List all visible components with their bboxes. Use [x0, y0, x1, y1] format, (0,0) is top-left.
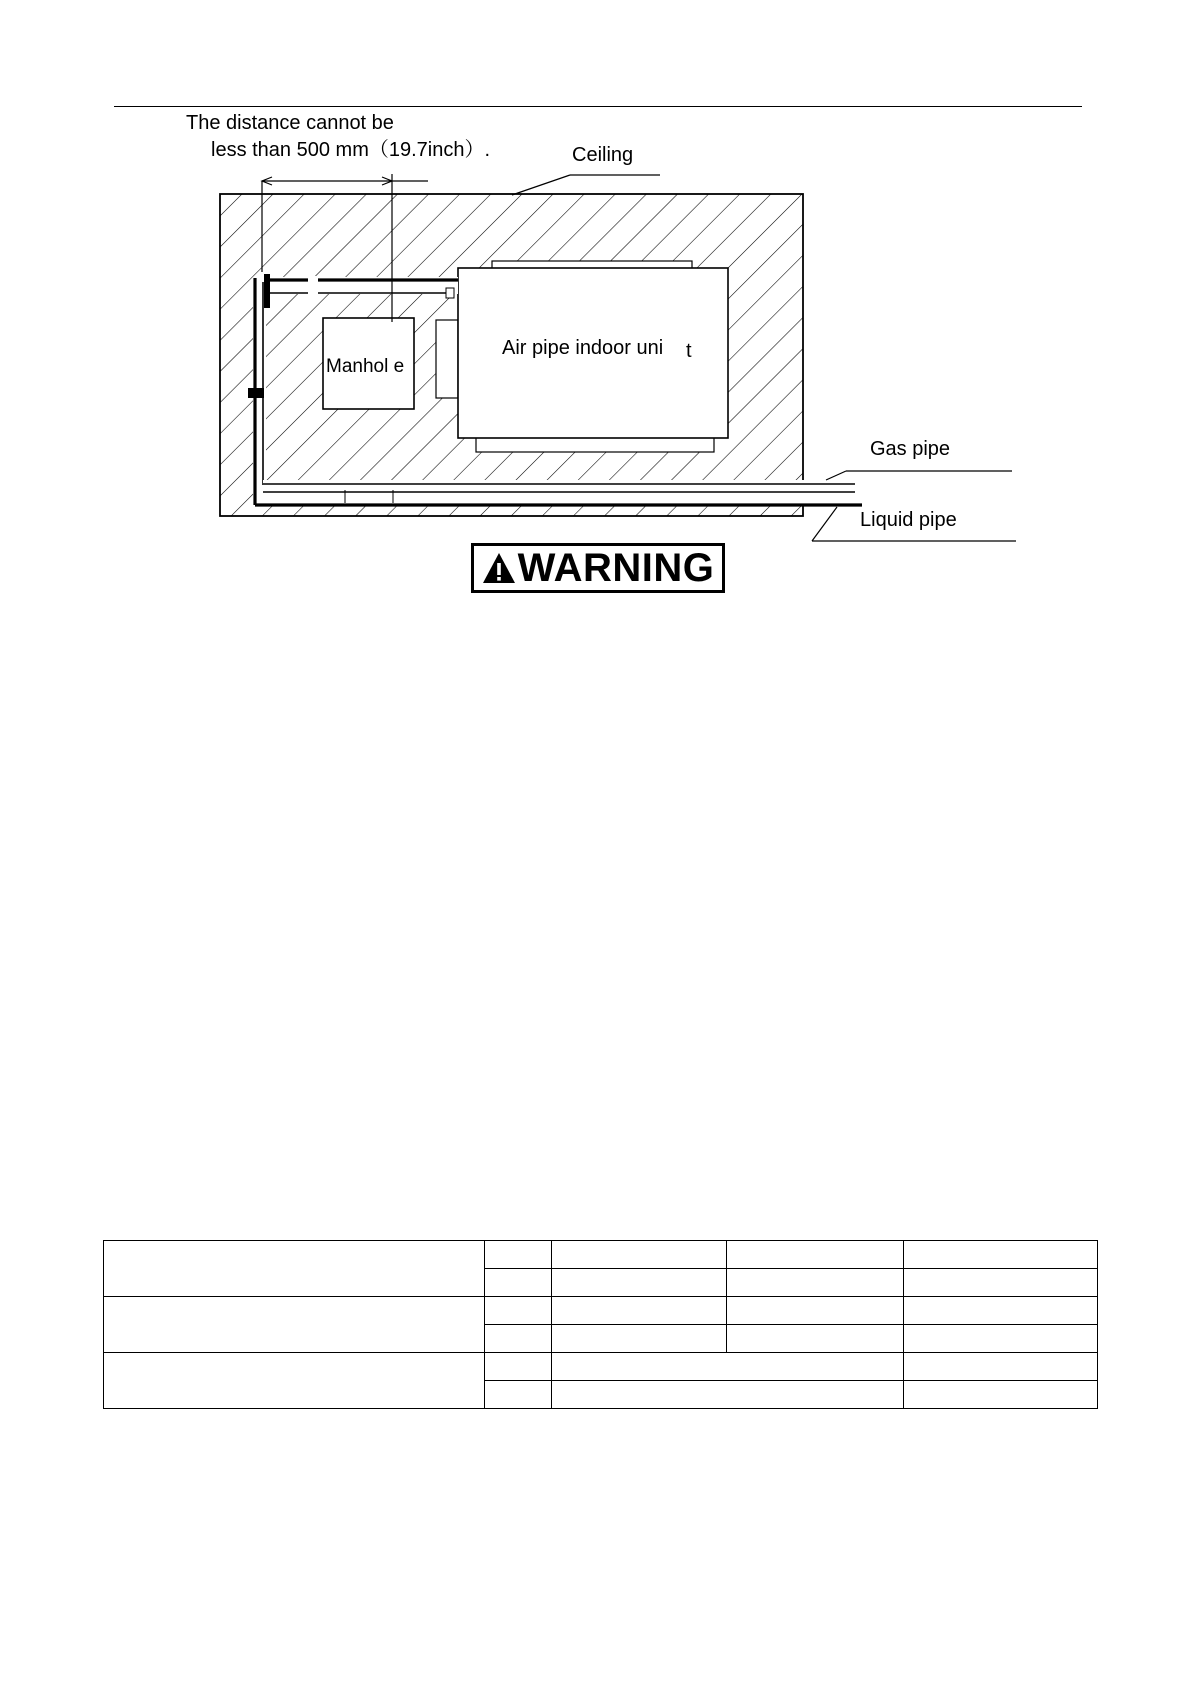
pipe-joint	[446, 288, 454, 298]
pipe-break-mark	[308, 276, 318, 296]
table-cell	[104, 1241, 485, 1297]
liquid-pipe-leader	[812, 507, 837, 541]
table-row	[104, 1297, 1098, 1325]
table-cell	[104, 1353, 485, 1409]
spec-table	[103, 1240, 1098, 1409]
liquid-pipe-label: Liquid pipe	[860, 509, 957, 531]
warning-triangle-icon	[482, 551, 516, 585]
indoor-unit-side-box	[436, 320, 458, 398]
table-row	[104, 1241, 1098, 1269]
left-pipe-clamp	[248, 388, 264, 398]
table-cell	[904, 1381, 1098, 1409]
ceiling-label: Ceiling	[572, 144, 634, 166]
table-cell	[727, 1241, 904, 1269]
table-cell	[552, 1325, 727, 1353]
table-cell	[485, 1353, 552, 1381]
indoor-unit-label-tail: t	[686, 340, 692, 362]
table-cell	[552, 1353, 904, 1381]
warning-banner	[471, 543, 725, 593]
table-cell	[552, 1241, 727, 1269]
table-cell	[904, 1353, 1098, 1381]
table-cell	[727, 1297, 904, 1325]
ceiling-leader	[512, 175, 570, 195]
gas-pipe-label: Gas pipe	[870, 438, 951, 460]
table-cell	[485, 1269, 552, 1297]
table-cell	[485, 1241, 552, 1269]
top-corner-clamp	[264, 274, 270, 308]
table-cell	[727, 1269, 904, 1297]
table-cell	[552, 1297, 727, 1325]
table-cell	[104, 1297, 485, 1353]
table-row	[104, 1353, 1098, 1381]
table-cell	[552, 1269, 727, 1297]
distance-note-line2: less than 500 mm（19.7inch）.	[211, 139, 491, 161]
table-cell	[904, 1325, 1098, 1353]
table-cell	[552, 1381, 904, 1409]
indoor-unit-label: Air pipe indoor uni	[502, 337, 664, 359]
gas-pipe-leader	[826, 471, 846, 480]
warning-label: WARNING	[517, 546, 715, 590]
table-cell	[485, 1381, 552, 1409]
table-cell	[904, 1269, 1098, 1297]
manhole-label: Manhol e	[326, 356, 405, 377]
table-cell	[904, 1297, 1098, 1325]
table-cell	[904, 1241, 1098, 1269]
table-cell	[485, 1325, 552, 1353]
table-cell	[485, 1297, 552, 1325]
table-cell	[727, 1325, 904, 1353]
distance-note-line1: The distance cannot be	[186, 112, 394, 134]
